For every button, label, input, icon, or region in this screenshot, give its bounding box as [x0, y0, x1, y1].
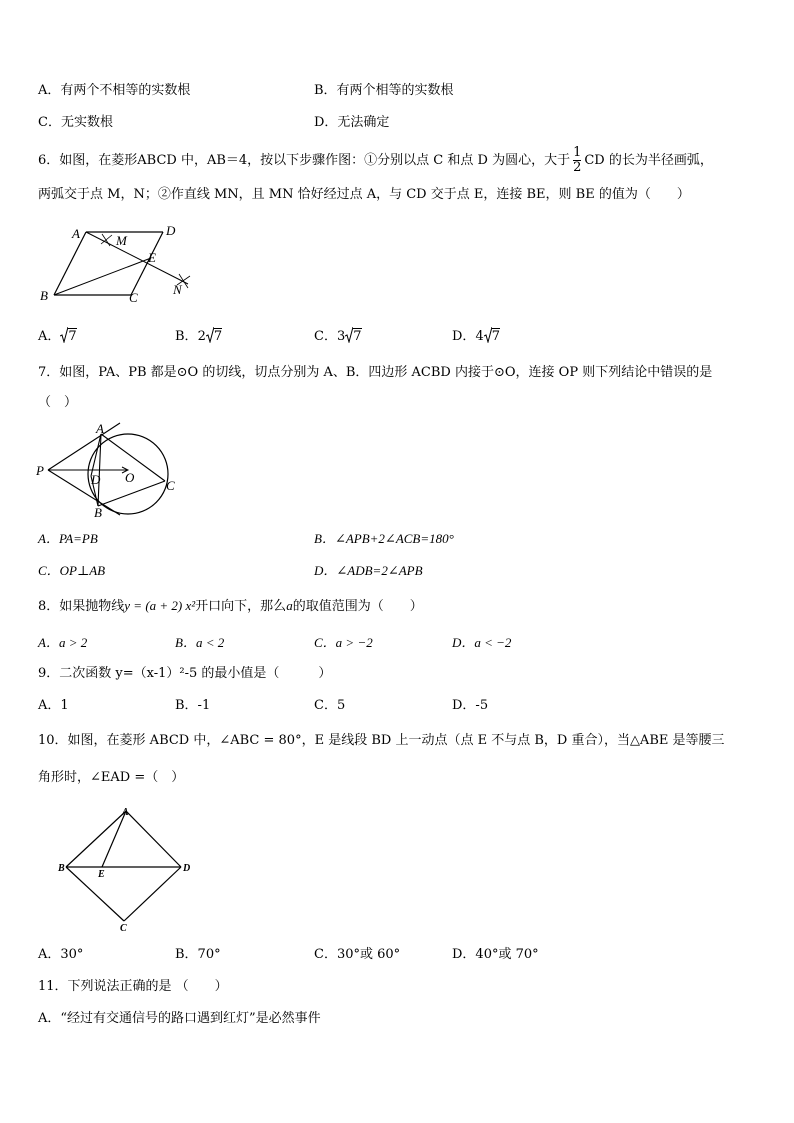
q8-stem	[38, 597, 423, 616]
q7-label-b: B	[94, 505, 102, 520]
q9-stem: 9．二次函数 y=（x-1）²-5 的最小值是（ ）	[38, 666, 332, 681]
sqrt-icon	[484, 327, 492, 343]
q6-figure	[38, 222, 208, 304]
q10-figure	[56, 805, 196, 933]
option-label: C．	[314, 329, 337, 344]
q6-label-e: E	[148, 250, 156, 265]
q6-option-c	[314, 327, 362, 346]
q8-stem-end: 的取值范围为（ ）	[292, 599, 423, 614]
q6-label-c: C	[129, 290, 138, 304]
q7-option-a: A．PA=PB	[38, 531, 98, 546]
radicand: 7	[491, 329, 500, 344]
option-coef: 3	[336, 329, 346, 344]
option-coef: 2	[197, 329, 206, 344]
q11-stem: 11．下列说法正确的是 （ ）	[38, 979, 228, 994]
frac-numerator: 1	[573, 145, 582, 160]
option-label: A．	[38, 329, 61, 344]
q6-option-b	[175, 327, 222, 346]
q10-option-d: D．40°或 70°	[452, 947, 539, 962]
sqrt-icon	[206, 327, 214, 343]
q10-label-e: E	[98, 869, 105, 880]
q6-label-b: B	[40, 288, 48, 303]
q8-option-c: C．a > −2	[314, 635, 373, 650]
q5-option-d: D．无法确定	[314, 115, 390, 130]
q9-option-b: B．-1	[175, 698, 211, 713]
q6-label-a: A	[72, 226, 80, 241]
q5-option-c: C．无实数根	[38, 115, 113, 130]
radicand: 7	[213, 329, 223, 344]
q9-option-d: D．-5	[452, 698, 489, 713]
q7-figure	[36, 420, 186, 520]
q8-option-b: B．a < 2	[175, 635, 225, 650]
q8-var: a	[286, 598, 293, 613]
q6-stem-post: CD 的长为半径画弧，	[584, 153, 713, 168]
q8-option-d: D．a < −2	[452, 635, 512, 650]
q7-label-d: D	[91, 472, 101, 487]
q5-option-a: A．有两个不相等的实数根	[38, 83, 191, 98]
q7-option-d: D．∠ADB=2∠APB	[314, 563, 423, 578]
q11-option-a: A．“经过有交通信号的路口遇到红灯”是必然事件	[38, 1011, 321, 1026]
q10-label-c: C	[120, 923, 127, 933]
q8-stem-pre: 8．如果抛物线	[38, 599, 125, 614]
q6-label-d: D	[166, 223, 176, 238]
q7-stem-line1: 7．如图，PA、PB 都是⊙O 的切线，切点分别为 A、B．四边形 ACBD 内接于⊙O，连接 OP 则下列结论中错误的是	[38, 365, 713, 380]
q6-option-d	[452, 327, 500, 346]
q7-stem-line2: （ ）	[38, 395, 78, 410]
q9-option-c: C．5	[314, 698, 346, 713]
q10-label-a: A	[122, 807, 129, 818]
q7-label-p: P	[36, 463, 44, 478]
q6-fraction	[573, 146, 581, 175]
q8-option-a: A．a > 2	[38, 635, 88, 650]
q7-option-b: B．∠APB+2∠ACB=180°	[314, 531, 454, 546]
q10-stem-line2: 角形时，∠EAD =（ ）	[38, 770, 185, 785]
q8-formula: y = (a + 2) x²	[124, 598, 196, 613]
q7-label-o: O	[125, 470, 135, 485]
q10-stem-line1: 10．如图，在菱形 ABCD 中，∠ABC = 80°，E 是线段 BD 上一动点（点 E 不与点 B，D 重合），当△ABE 是等腰三	[38, 733, 725, 748]
q6-label-n: N	[173, 282, 182, 297]
q10-option-b: B．70°	[175, 947, 221, 962]
frac-denominator: 2	[573, 160, 582, 175]
q6-stem-pre: 6．如图，在菱形ABCD 中，AB＝4，按以下步骤作图：①分别以点 C 和点 D 为圆心，大于	[38, 153, 571, 168]
q9-option-a: A．1	[38, 698, 69, 713]
q6-label-m: M	[116, 233, 127, 248]
q8-stem-post: 开口向下，那么	[195, 599, 287, 614]
q10-label-d: D	[183, 863, 191, 874]
radicand: 7	[353, 329, 362, 344]
q10-option-a: A．30°	[38, 947, 84, 962]
q7-option-c: C．OP⊥AB	[38, 563, 106, 578]
q6-stem-line1	[38, 146, 713, 175]
q10-option-c: C．30°或 60°	[314, 947, 401, 962]
q6-stem-line2: 两弧交于点 M，N；②作直线 MN，且 MN 恰好经过点 A，与 CD 交于点 E，连接 BE，则 BE 的值为（ ）	[38, 187, 690, 202]
option-coef: 4	[475, 329, 484, 344]
q7-label-c: C	[166, 478, 175, 493]
q6-option-a	[38, 327, 77, 346]
q10-label-b: B	[58, 863, 65, 874]
option-label: D．	[452, 329, 476, 344]
q7-label-a: A	[96, 421, 104, 436]
radicand: 7	[68, 329, 77, 344]
option-label: B．	[175, 329, 198, 344]
q5-option-b: B．有两个相等的实数根	[314, 83, 454, 98]
